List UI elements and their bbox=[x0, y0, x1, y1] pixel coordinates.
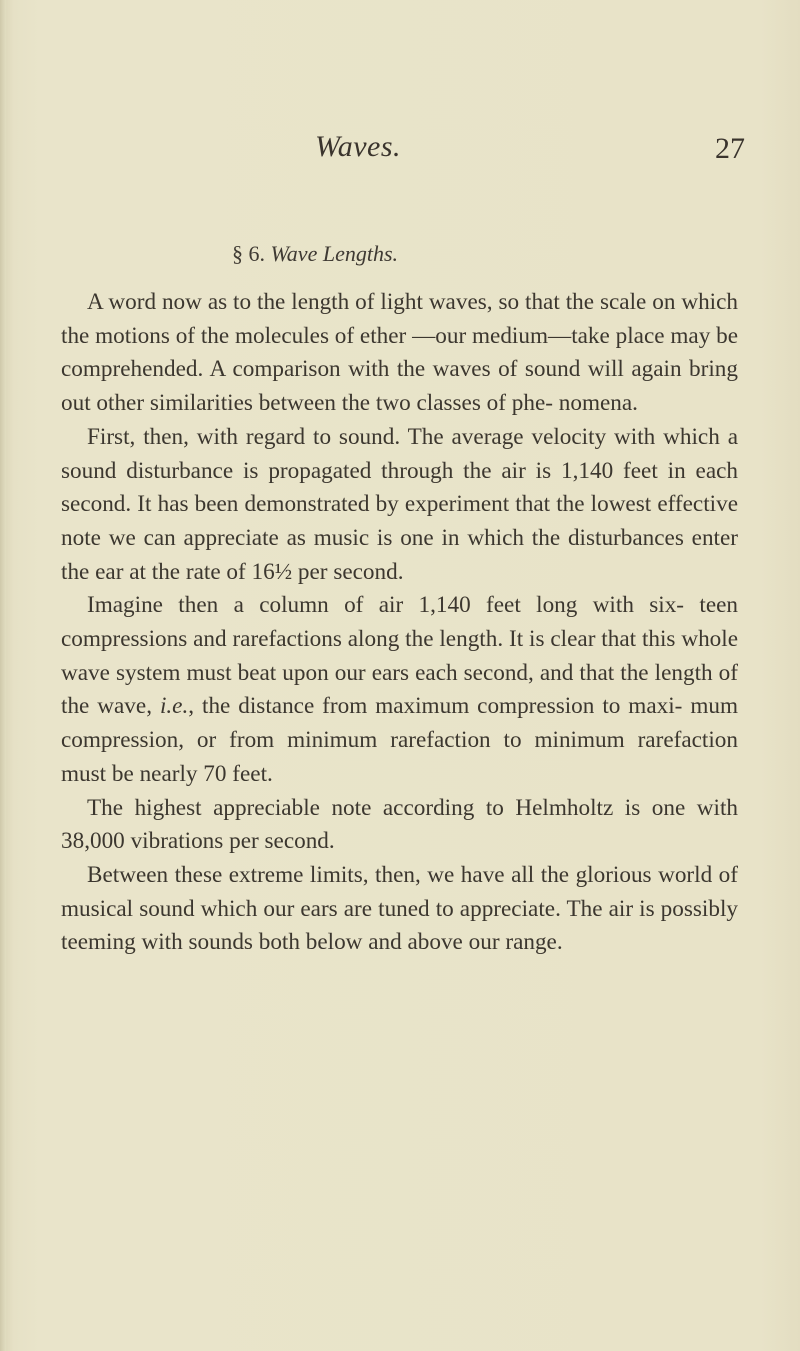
running-head bbox=[260, 130, 780, 170]
section-number: § 6. bbox=[232, 241, 265, 266]
paragraph: Between these extreme limits, then, we have all the glorious world of musical sound which our ears are tuned to appreciate. The air is possibly teeming with sounds both below and above our range. bbox=[61, 861, 738, 956]
body-text bbox=[61, 286, 738, 960]
paragraph-text: Imagine then a column of air 1,140 feet long with six- teen compressions and rarefactions along the length. It is clear that this whole wave system must beat upon our ears each second, and that the length of the wave, bbox=[61, 592, 738, 720]
paragraph: The highest appreciable note according to Helmholtz is one with 38,000 vibrations per second. bbox=[61, 794, 738, 855]
section-heading bbox=[232, 241, 632, 267]
page-number: 27 bbox=[715, 132, 745, 165]
paragraph-italic-abbreviation: i.e. bbox=[159, 693, 189, 720]
paragraph-text: , the distance from maximum compression to maxi- mum compression, or from minimum rarefaction to minimum rarefaction must be nearly 70 feet. bbox=[61, 693, 738, 787]
section-title: Wave Lengths. bbox=[270, 241, 399, 266]
paragraph: First, then, with regard to sound. The average velocity with which a sound disturbance is propagated through the air is 1,140 feet in each second. It has been demonstrated by experiment that the lowest effective note we can appreciate as music is one in which the disturbances enter the ear at the rate of 16½ per second. bbox=[61, 423, 738, 585]
page-left-edge bbox=[0, 0, 6, 1351]
paragraph bbox=[61, 589, 738, 791]
running-title: Waves. bbox=[315, 130, 402, 163]
paragraph: A word now as to the length of light waves, so that the scale on which the motions of the molecules of ether —our medium—take place may be comprehended. A comparison with the waves of sound will again bring out other similarities between the two classes of phe- nomena. bbox=[61, 289, 738, 417]
